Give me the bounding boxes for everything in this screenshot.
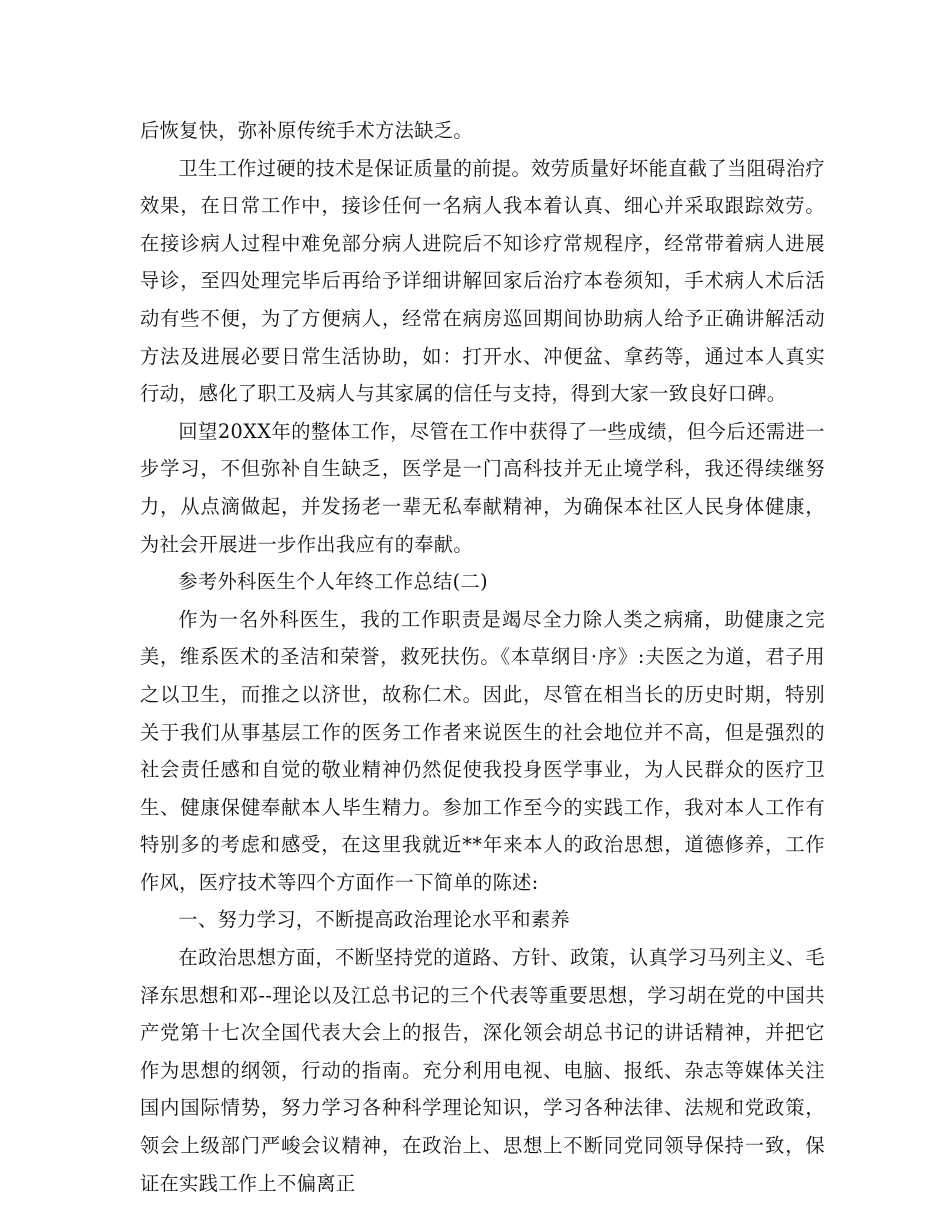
paragraph-continuation: 后恢复快，弥补原传统手术方法缺乏。 <box>140 119 473 142</box>
paragraph-review: 回望20XX年的整体工作，尽管在工作中获得了一些成绩，但今后还需进一步学习，不但弥补自生缺乏，医学是一门高科技并无止境学科，我还得续继努力，从点滴做起，并发扬老一辈无私奉献精神，为确保本社区人民身体健康，为社会开展进一步作出我应有的奉献。 <box>140 419 825 556</box>
subheading-study: 一、努力学习，不断提高政治理论水平和素养 <box>178 908 571 932</box>
paragraph-technique: 卫生工作过硬的技术是保证质量的前提。效劳质量好坏能直截了当阻碍治疗效果，在日常工作中，接诊任何一名病人我本着认真、细心并采取跟踪效劳。在接诊病人过程中难免部分病人进院后不知诊疗常规程序，经常带着病人进展导诊，至四处理完毕后再给予详细讲解回家后治疗本卷须知，手术病人术后活动有些不便，为了方便病人，经常在病房巡回期间协助病人给予正确讲解活动方法及进展必要日常生活协助，如：打开水、冲便盆、拿药等，通过本人真实行动，感化了职工及病人与其家属的信任与支持，得到大家一致良好口碑。 <box>140 156 825 406</box>
paragraph-politics: 在政治思想方面，不断坚持党的道路、方针、政策，认真学习马列主义、毛泽东思想和邓--理论以及江总书记的三个代表等重要思想，学习胡在党的中国共产党第十七次全国代表大会上的报告，深化领会胡总书记的讲话精神，并把它作为思想的纲领，行动的指南。充分利用电视、电脑、报纸、杂志等媒体关注国内国际情势，努力学习各种科学理论知识，学习各种法律、法规和党政策，领会上级部门严峻会议精神，在政治上、思想上不断同党同领导保持一致，保证在实践工作上不偏离正 <box>140 946 825 1195</box>
section-heading-part-two: 参考外科医生个人年终工作总结(二) <box>178 570 488 594</box>
document-body <box>140 112 825 1202</box>
paragraph-duty: 作为一名外科医生，我的工作职责是竭尽全力除人类之病痛，助健康之完美，维系医术的圣洁和荣誉，救死扶伤。《本草纲目·序》:夫医之为道，君子用之以卫生，而推之以济世，故称仁术。因此，尽管在相当长的历史时期，特别关于我们从事基层工作的医务工作者来说医生的社会地位并不高，但是强烈的社会责任感和自觉的敬业精神仍然促使我投身医学事业，为人民群众的医疗卫生、健康保健奉献本人毕生精力。参加工作至今的实践工作，我对本人工作有特别多的考虑和感受，在这里我就近**年来本人的政治思想，道德修养，工作作风，医疗技术等四个方面作一下简单的陈述: <box>140 607 825 894</box>
